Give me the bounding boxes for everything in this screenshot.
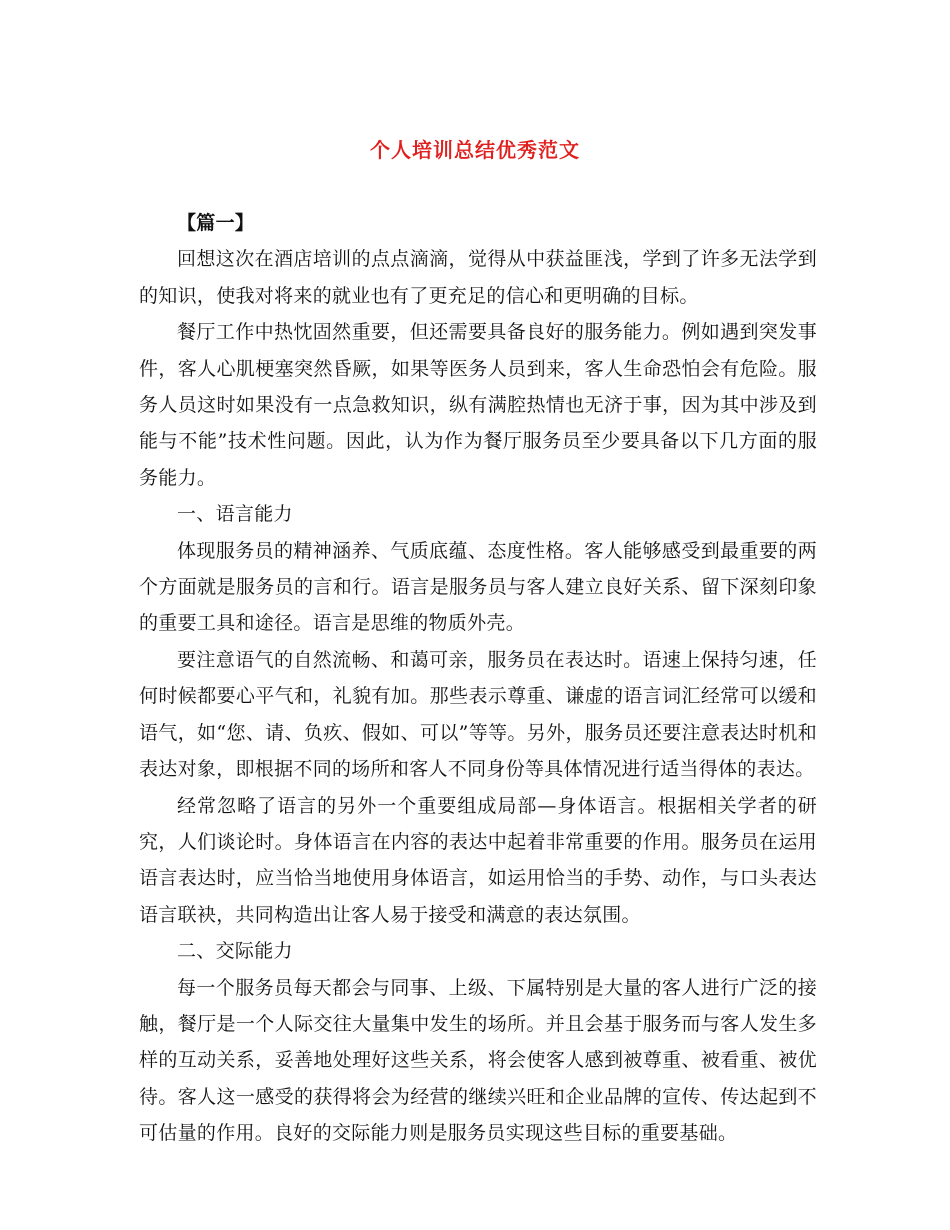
document-body: [139, 205, 817, 1152]
document-title: 个人培训总结优秀范文: [370, 138, 580, 162]
heading-language-ability: 一、语言能力: [177, 503, 293, 526]
heading-communication-ability: 二、交际能力: [177, 940, 293, 963]
paragraph-service-ability: 餐厅工作中热忱固然重要，但还需要具备良好的服务能力。例如遇到突发事件，客人心肌梗塞突然昏厥，如果等医务人员到来，客人生命恐怕会有危险。服务人员这时如果没有一点急救知识，纵有满腔热情也无济于事，因为其中涉及到能与不能”技术性问题。因此，认为作为餐厅服务员至少要具备以下几方面的服务能力。: [139, 321, 817, 489]
paragraph-language-intro: 体现服务员的精神涵养、气质底蕴、态度性格。客人能够感受到最重要的两个方面就是服务员的言和行。语言是服务员与客人建立良好关系、留下深刻印象的重要工具和途径。语言是思维的物质外壳。: [139, 539, 817, 635]
paragraph-body-language: 经常忽略了语言的另外一个重要组成局部—身体语言。根据相关学者的研究，人们谈论时。身体语言在内容的表达中起着非常重要的作用。服务员在运用语言表达时，应当恰当地使用身体语言，如运用恰当的手势、动作，与口头表达语言联袂，共同构造出让客人易于接受和满意的表达氛围。: [139, 794, 817, 926]
section-label: 【篇一】: [177, 212, 255, 234]
paragraph-communication: 每一个服务员每天都会与同事、上级、下属特别是大量的客人进行广泛的接触，餐厅是一个人际交往大量集中发生的场所。并且会基于服务而与客人发生多样的互动关系，妥善地处理好这些关系，将会使客人感到被尊重、被看重、被优待。客人这一感受的获得将会为经营的继续兴旺和企业品牌的宣传、传达起到不可估量的作用。良好的交际能力则是服务员实现这些目标的重要基础。: [139, 976, 817, 1145]
paragraph-intro: 回想这次在酒店培训的点点滴滴，觉得从中获益匪浅，学到了许多无法学到的知识，使我对将来的就业也有了更充足的信心和更明确的目标。: [139, 248, 817, 307]
paragraph-tone: 要注意语气的自然流畅、和蔼可亲，服务员在表达时。语速上保持匀速，任何时候都要心平气和，礼貌有加。那些表示尊重、谦虚的语言词汇经常可以缓和语气，如“您、请、负疚、假如、可以”等等。另外，服务员还要注意表达时机和表达对象，即根据不同的场所和客人不同身份等具体情况进行适当得体的表达。: [139, 648, 817, 781]
